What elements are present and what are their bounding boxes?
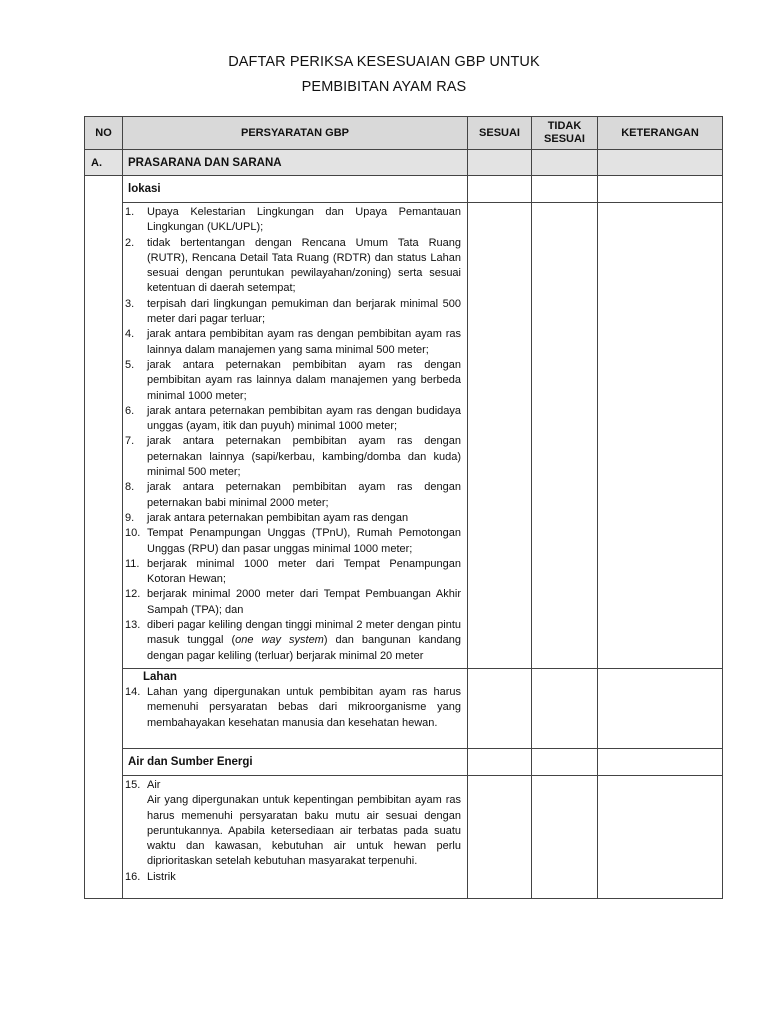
- lahan-cell: [123, 668, 468, 748]
- item-number: 2.: [125, 236, 135, 249]
- item-number: 13.: [125, 619, 141, 632]
- list-item: [125, 236, 461, 297]
- item-text: ) dan bangunan kandang dengan pagar keliling (terluar) berjarak minimal 20 meter: [147, 634, 461, 662]
- list-item: [125, 327, 461, 358]
- section-number: A.: [85, 150, 123, 176]
- tidak-sesuai-cell[interactable]: [532, 668, 598, 748]
- sesuai-cell[interactable]: [468, 203, 532, 669]
- item-text: berjarak minimal 2000 meter dari Tempat Pembuangan Akhir Sampah (TPA); dan: [147, 588, 461, 616]
- item-number: 11.: [125, 557, 140, 570]
- lahan-item-list: [123, 685, 467, 735]
- header-keterangan: KETERANGAN: [598, 117, 723, 150]
- item-text: Air yang dipergunakan untuk kepentingan pembibitan ayam ras harus memenuhi persyaratan baku mutu air sesuai dengan peruntukannya. Apabila ketersediaan air terbatas pada suatu waktu dan kawasan, kebutuhan air untuk hewan perlu diprioritaskan setelah kebutuhan masyarakat terpenuhi.: [147, 794, 461, 868]
- subsection-label-lahan: Lahan: [143, 670, 177, 683]
- checklist-table: [84, 116, 723, 899]
- header-tidak-sesuai-line1: TIDAK: [547, 120, 582, 132]
- list-item: [125, 618, 461, 664]
- list-item: [125, 685, 461, 731]
- document-title-line2: PEMBIBITAN AYAM RAS: [301, 79, 467, 95]
- item-number: 4.: [125, 328, 135, 341]
- item-number: 3.: [125, 297, 135, 310]
- air-items-cell: [123, 775, 468, 898]
- item-title: Air: [147, 778, 161, 791]
- lokasi-items-cell: [123, 203, 468, 669]
- subsection-row-air: [85, 748, 723, 775]
- item-text-italic: one way system: [235, 634, 324, 647]
- item-text: jarak antara peternakan pembibitan ayam ras dengan: [147, 511, 409, 524]
- list-item: [125, 511, 461, 526]
- tidak-sesuai-cell[interactable]: [532, 203, 598, 669]
- tidak-sesuai-cell[interactable]: [532, 176, 598, 203]
- item-number: 14.: [125, 685, 141, 698]
- list-item: [125, 297, 461, 328]
- sesuai-cell[interactable]: [468, 668, 532, 748]
- item-title: Listrik: [147, 870, 176, 883]
- section-row-a: [85, 150, 723, 176]
- no-cell: [85, 176, 123, 899]
- lokasi-item-list: [123, 203, 467, 668]
- air-item-list: [123, 776, 467, 889]
- item-text: diberi pagar keliling dengan tinggi minimal 2 meter dengan pintu masuk tunggal (: [147, 619, 461, 647]
- item-text: Lahan yang dipergunakan untuk pembibitan ayam ras harus memenuhi persyaratan bebas dari mikroorganisme yang membahayakan kesehatan manusia dan kesehatan hewan.: [147, 685, 461, 729]
- subsection-label-lokasi: lokasi: [123, 176, 468, 203]
- item-number: 8.: [125, 481, 135, 494]
- header-tidak-sesuai: [532, 117, 598, 150]
- header-requirement: PERSYARATAN GBP: [123, 117, 468, 150]
- keterangan-cell[interactable]: [598, 203, 723, 669]
- item-number: 12.: [125, 588, 141, 601]
- lokasi-items-row: [85, 203, 723, 669]
- header-sesuai: SESUAI: [468, 117, 532, 150]
- keterangan-cell[interactable]: [598, 150, 723, 176]
- item-text: berjarak minimal 1000 meter dari Tempat Penampungan Kotoran Hewan;: [147, 557, 461, 586]
- item-number: 10.: [125, 527, 141, 540]
- keterangan-cell[interactable]: [598, 748, 723, 775]
- list-item: [125, 205, 461, 236]
- item-text: terpisah dari lingkungan pemukiman dan berjarak minimal 500 meter dari pagar terluar;: [147, 297, 461, 326]
- sesuai-cell[interactable]: [468, 176, 532, 203]
- item-number: 5.: [125, 358, 135, 371]
- keterangan-cell[interactable]: [598, 176, 723, 203]
- item-number: 1.: [125, 206, 135, 218]
- header-no: NO: [85, 117, 123, 150]
- item-number: 7.: [125, 435, 135, 448]
- tidak-sesuai-cell[interactable]: [532, 775, 598, 898]
- sesuai-cell[interactable]: [468, 150, 532, 176]
- item-text: jarak antara peternakan pembibitan ayam ras dengan pembibitan ayam ras lainnya dalam manajemen yang berbeda minimal 1000 meter;: [147, 358, 461, 402]
- list-item: [125, 480, 461, 511]
- list-item: [125, 434, 461, 480]
- section-label: PRASARANA DAN SARANA: [123, 150, 468, 176]
- list-item: [125, 526, 461, 557]
- list-item: [125, 587, 461, 618]
- list-item: [125, 404, 461, 435]
- item-number: 15.: [125, 778, 141, 791]
- item-number: 16.: [125, 870, 141, 883]
- item-text: jarak antara peternakan pembibitan ayam ras dengan peternakan lainnya (sapi/kerbau, kambing/domba dan kuda) minimal 500 meter;: [147, 435, 461, 479]
- keterangan-cell[interactable]: [598, 775, 723, 898]
- keterangan-cell[interactable]: [598, 668, 723, 748]
- item-number: 6.: [125, 404, 135, 417]
- list-item: [125, 358, 461, 404]
- subsection-label-air: Air dan Sumber Energi: [123, 748, 468, 775]
- item-text: jarak antara peternakan pembibitan ayam ras dengan budidaya unggas (ayam, itik dan puyuh) minimal 1000 meter;: [147, 404, 461, 433]
- header-row: [85, 117, 723, 150]
- tidak-sesuai-cell[interactable]: [532, 748, 598, 775]
- sesuai-cell[interactable]: [468, 748, 532, 775]
- list-item: [125, 870, 461, 885]
- item-text: tidak bertentangan dengan Rencana Umum Tata Ruang (RUTR), Rencana Detail Tata Ruang (RDTR) dan status Lahan sesuai dengan peruntukan pewilayahan/zoning) serta sesuai ketentuan di daerah setempat;: [147, 236, 461, 295]
- header-tidak-sesuai-line2: SESUAI: [544, 133, 585, 145]
- subsection-row-lokasi: [85, 176, 723, 203]
- lahan-row: [85, 668, 723, 748]
- document-title-line1: DAFTAR PERIKSA KESESUAIAN GBP UNTUK: [228, 54, 540, 70]
- item-text: jarak antara peternakan pembibitan ayam ras dengan peternakan babi minimal 2000 meter;: [147, 481, 461, 509]
- item-text: Upaya Kelestarian Lingkungan dan Upaya Pemantauan Lingkungan (UKL/UPL);: [147, 206, 461, 234]
- item-text: Tempat Penampungan Unggas (TPnU), Rumah Pemotongan Unggas (RPU) dan pasar unggas minimal 1000 meter;: [147, 527, 461, 555]
- list-item: [125, 557, 461, 588]
- sesuai-cell[interactable]: [468, 775, 532, 898]
- tidak-sesuai-cell[interactable]: [532, 150, 598, 176]
- air-items-row: [85, 775, 723, 898]
- item-number: 9.: [125, 511, 135, 524]
- list-item: [125, 778, 461, 870]
- item-text: jarak antara pembibitan ayam ras dengan pembibitan ayam ras lainnya dalam manajemen yang sama minimal 500 meter;: [147, 328, 461, 356]
